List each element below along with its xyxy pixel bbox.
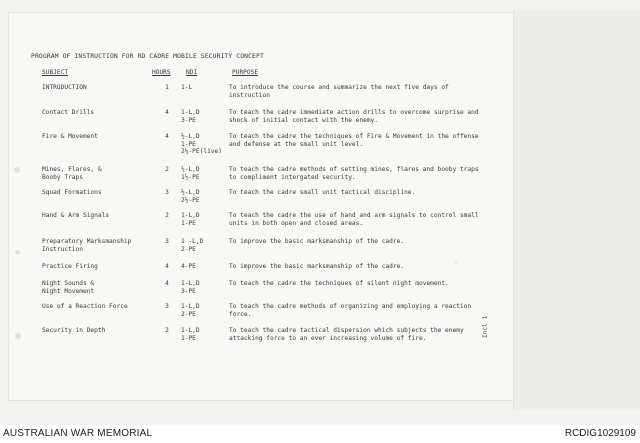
- catalog-id: RCDIG1029109: [564, 428, 636, 439]
- row-purpose: To teach the cadre immediate action drills to overcome surprise and shock of initial contact with the enemy.: [229, 109, 479, 124]
- row-ndi: ½-L,D 2½-PE: [181, 189, 200, 204]
- paper-speck: [15, 250, 20, 255]
- row-subject: Preparatory Marksmanship Instruction: [42, 238, 132, 253]
- row-ndi: 1 -L,D 2-PE: [181, 238, 204, 253]
- row-purpose: To teach the cadre small unit tactical discipline.: [229, 189, 416, 196]
- underlying-page-edge: [513, 10, 640, 410]
- row-ndi: 1-L,D 1-PE: [181, 327, 200, 342]
- row-subject: Mines, Flares, & Booby Traps: [42, 166, 102, 181]
- row-hours: 2: [165, 212, 169, 219]
- row-purpose: To introduce the course and summarize the next five days of instruction: [229, 84, 449, 99]
- row-subject: INTRODUCTION: [42, 84, 87, 91]
- document-title: PROGRAM OF INSTRUCTION FOR RD CADRE MOBILE SECURITY CONCEPT: [31, 52, 264, 60]
- paper-speck: [14, 167, 20, 173]
- row-purpose: To improve the basic marksmanship of the cadre.: [229, 263, 405, 270]
- row-subject: Security in Depth: [42, 327, 106, 334]
- row-hours: 3: [165, 238, 169, 245]
- row-subject: Contact Drills: [42, 109, 95, 116]
- row-hours: 3: [165, 189, 169, 196]
- paper-speck: [15, 333, 21, 339]
- inclosure-label: Incl 1: [482, 315, 489, 338]
- row-hours: 3: [165, 303, 169, 310]
- row-subject: Practice Firing: [42, 263, 98, 270]
- row-ndi: 1-L,D 1-PE: [181, 212, 200, 227]
- row-subject: Fire & Movement: [42, 133, 98, 140]
- row-hours: 4: [165, 280, 169, 287]
- row-ndi: 1-L,D 3-PE: [181, 280, 200, 295]
- header-subject: SUBJECT: [42, 69, 69, 76]
- row-hours: 4: [165, 133, 169, 140]
- header-ndi: NDI: [186, 69, 198, 76]
- row-ndi: ½-L,D 1-PE 2½-PE(live): [181, 133, 222, 156]
- row-hours: 2: [165, 327, 169, 334]
- row-purpose: To teach the cadre methods of setting mines, flares and booby traps to compliment intergated security.: [229, 166, 479, 181]
- row-purpose: To teach the cadre the techniques of silent night movement.: [229, 280, 449, 287]
- row-ndi: 1-L,D 3-PE: [181, 109, 200, 124]
- row-purpose: To teach the cadre tactical dispersion which subjects the enemy attacking force to an ever increasing volume of fire.: [229, 327, 464, 342]
- row-ndi: ½-L,D 1½-PE: [181, 166, 200, 181]
- row-subject: Night Sounds & Night Movement: [42, 280, 95, 295]
- archive-name: AUSTRALIAN WAR MEMORIAL: [3, 428, 153, 439]
- row-hours: 4: [165, 109, 169, 116]
- row-ndi: 1-L,D 2-PE: [181, 303, 200, 318]
- header-purpose: PURPOSE: [232, 69, 259, 76]
- row-purpose: To teach the cadre the techniques of Fire & Movement in the offense and defense at the small unit level.: [229, 133, 479, 148]
- row-purpose: To improve the basic marksmanship of the cadre.: [229, 238, 405, 245]
- row-hours: 4: [165, 263, 169, 270]
- row-purpose: To teach the cadre the use of hand and arm signals to control small units in both open and closed areas.: [229, 212, 479, 227]
- header-hours: HOURS: [152, 69, 171, 76]
- row-ndi: 1-L: [181, 84, 193, 91]
- row-subject: Hand & Arm Signals: [42, 212, 110, 219]
- row-hours: 2: [165, 166, 169, 173]
- row-subject: Squad Formations: [42, 189, 102, 196]
- row-subject: Use of a Reaction Force: [42, 303, 128, 310]
- row-hours: 1: [165, 84, 169, 91]
- row-purpose: To teach the cadre methods of organizing and employing a reaction force.: [229, 303, 472, 318]
- row-ndi: 4-PE: [181, 263, 196, 270]
